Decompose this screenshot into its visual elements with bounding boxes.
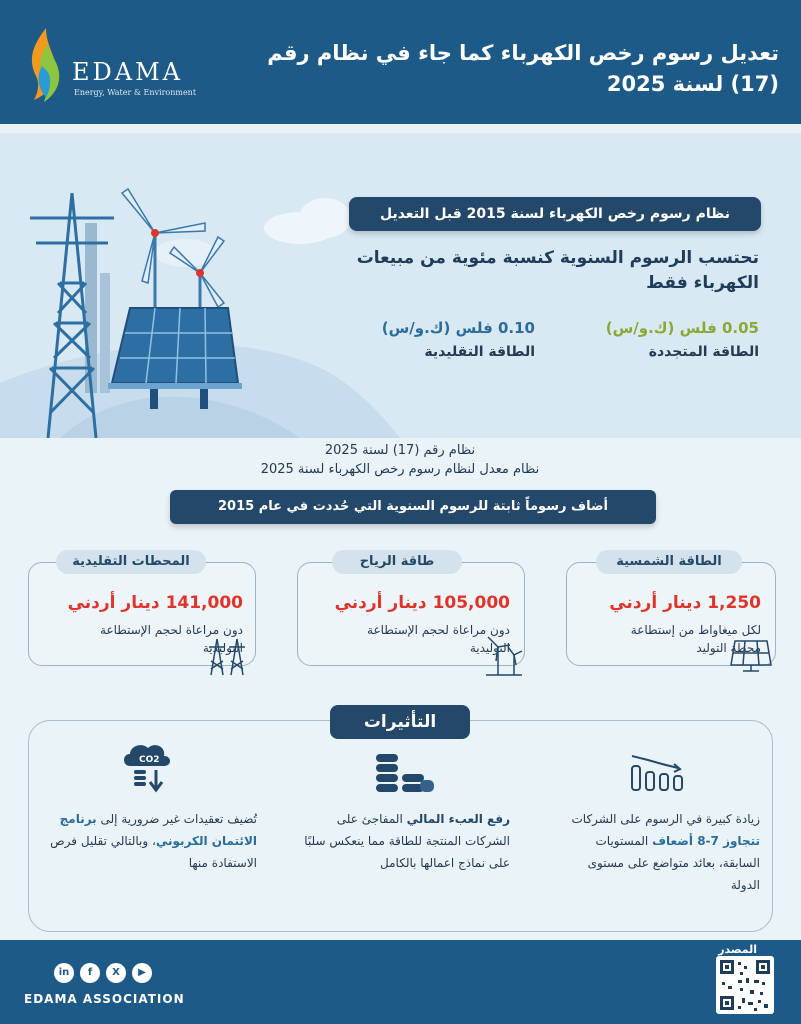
wind-turbine-icon (484, 633, 524, 677)
power-tower-icon (205, 635, 249, 677)
added-fees-pill: أضاف رسوماً ثابتة للرسوم السنوية التي حُددت في عام 2015 (170, 490, 656, 524)
impact-2-bold: رفع العبء المالي (406, 812, 510, 826)
impact-3-pre: تُضيف تعقيدات غير ضرورية إلى (100, 812, 257, 826)
qr-code[interactable] (716, 956, 774, 1014)
card-tag-solar: الطاقة الشمسية (596, 550, 742, 574)
youtube-icon[interactable]: ▶ (132, 963, 152, 983)
card-note-line1: دون مراعاة لحجم الإستطاعة (100, 623, 243, 637)
source-label: المصدر (718, 943, 757, 956)
header-divider (0, 124, 801, 130)
impact-2-post: المفاجئ على الشركات المنتجة للطاقة مما ينعكس سلبًا على نماذج اعمالها بالكامل (304, 812, 510, 870)
x-twitter-icon[interactable]: X (106, 963, 126, 983)
impact-3-post: ، وبالتالي تقليل فرص الاستفادة منها (50, 834, 257, 870)
impact-1-post: المستويات السابقة، بعائد متواضع على مستوى الدولة (587, 834, 760, 892)
impacts-title: التأثيرات (330, 705, 470, 739)
edama-logo (22, 26, 197, 106)
before-amendment-pill: نظام رسوم رخص الكهرباء لسنة 2015 قبل التعديل (349, 197, 761, 231)
conventional-rate: 0.10 فلس (ك.و/س) (381, 319, 535, 337)
card-wind (297, 562, 525, 666)
impact-text-2 (290, 808, 510, 874)
system-line-1: نظام رقم (17) لسنة 2025 (324, 443, 476, 458)
card-solar (566, 562, 776, 666)
renewable-rate: 0.05 فلس (ك.و/س) (605, 319, 759, 337)
card-note-line2: التوليدية (202, 641, 243, 655)
card-note-line2: محطة التوليد (696, 641, 761, 655)
impact-text-1 (560, 808, 760, 896)
linkedin-icon[interactable]: in (54, 963, 74, 983)
card-amount: 141,000 دينار أردني (67, 593, 243, 613)
association-name: EDAMA ASSOCIATION (24, 992, 185, 1006)
impact-1-highlight: تتجاوز 7-8 أضعاف (652, 834, 760, 848)
card-amount: 105,000 دينار أردني (334, 593, 510, 613)
conventional-label: الطاقة التقليدية (424, 344, 535, 360)
impact-text-3 (42, 808, 257, 874)
logo-tagline: Energy, Water & Environment (74, 88, 197, 97)
qr-pattern (716, 956, 774, 1014)
coins-stack-icon (374, 750, 436, 794)
system-line-2: نظام معدل لنظام رسوم رخص الكهرباء لسنة 2025 (260, 462, 540, 477)
page-title: تعديل رسوم رخص الكهرباء كما جاء في نظام رقم (17) لسنة 2025 (267, 41, 779, 96)
card-note-line1: لكل ميغاواط من إستطاعة (630, 623, 761, 637)
before-amendment-panel (0, 133, 801, 438)
co2-cloud-icon (118, 740, 176, 796)
logo-wordmark: EDAMA (72, 58, 183, 86)
declining-chart-icon (628, 752, 684, 792)
card-tag-wind: طاقة الرياح (332, 550, 462, 574)
renewable-label: الطاقة المتجددة (648, 344, 759, 360)
card-amount: 1,250 دينار أردني (609, 593, 761, 613)
card-conventional (28, 562, 256, 666)
card-note-line2: التوليدية (469, 641, 510, 655)
before-description: تحتسب الرسوم السنوية كنسبة مئوية من مبيعات الكهرباء فقط (356, 248, 759, 293)
svg-text:CO2: CO2 (139, 755, 160, 765)
impact-3-highlight: برنامج الائتمان الكربوني (59, 812, 257, 848)
card-note-line1: دون مراعاة لحجم الإستطاعة (367, 623, 510, 637)
impact-1-pre: زيادة كبيرة في الرسوم على الشركات (571, 812, 760, 826)
solar-panel-icon (729, 639, 773, 673)
facebook-icon[interactable]: f (80, 963, 100, 983)
card-tag-conventional: المحطات التقليدية (56, 550, 206, 574)
flame-logo-icon (24, 26, 68, 106)
